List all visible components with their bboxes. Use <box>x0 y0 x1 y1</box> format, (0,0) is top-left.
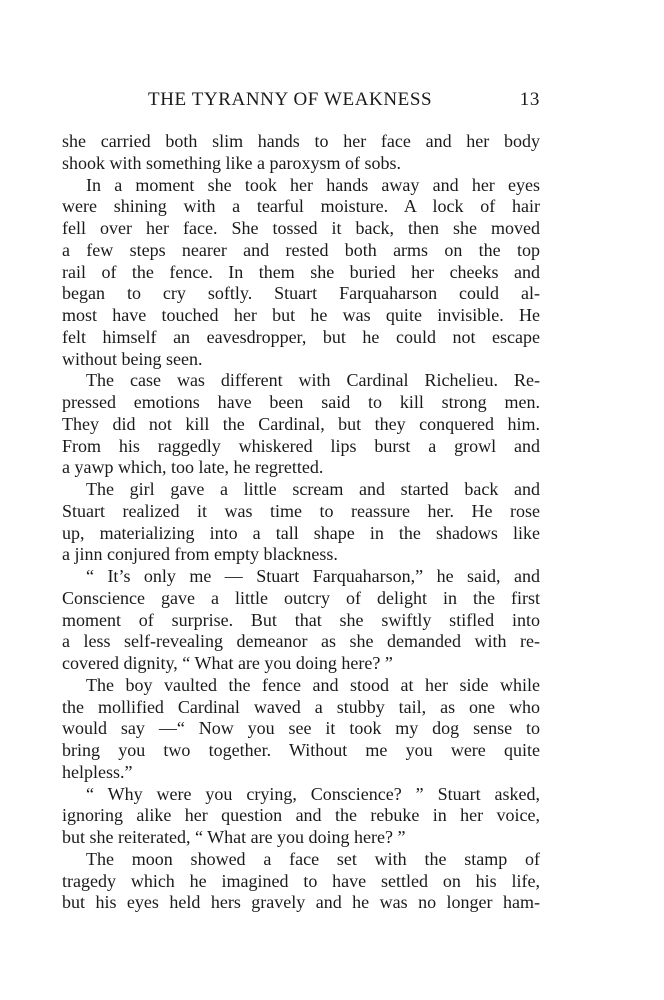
text-line: a jinn conjured from empty blackness. <box>62 544 338 565</box>
text-line: In a moment she took her hands away and her eyes <box>86 174 540 195</box>
text-line: They did not kill the Cardinal, but they conquered him. <box>62 413 540 434</box>
text-line: but his eyes held hers gravely and he was no longer ham- <box>62 892 540 913</box>
page-number: 13 <box>519 89 540 110</box>
text-line: tragedy which he imagined to have settled on his life, <box>62 870 540 891</box>
body-text <box>62 131 540 914</box>
text-line: felt himself an eavesdropper, but he could not escape <box>62 326 540 347</box>
text-line: Conscience gave a little outcry of delight in the first <box>62 587 540 608</box>
text-line: The boy vaulted the fence and stood at her side while <box>86 674 540 695</box>
text-line: covered dignity, “ What are you doing here? ” <box>62 653 393 673</box>
text-line: pressed emotions have been said to kill strong men. <box>62 392 540 412</box>
text-line: The moon showed a face set with the stamp of <box>86 848 540 869</box>
text-line: rail of the fence. In them she buried her cheeks and <box>62 261 540 282</box>
text-line: helpless.” <box>62 761 133 782</box>
text-line: she carried both slim hands to her face and her body <box>62 131 540 151</box>
text-line: up, materializing into a tall shape in the shadows like <box>62 522 540 543</box>
text-line: the mollified Cardinal waved a stubby tail, as one who <box>62 696 540 717</box>
text-line: began to cry softly. Stuart Farquaharson could al- <box>62 283 540 304</box>
text-line: a few steps nearer and rested both arms on the top <box>62 239 540 260</box>
text-line: ignoring alike her question and the rebuke in her voice, <box>62 805 540 826</box>
text-line: The case was different with Cardinal Richelieu. Re- <box>86 370 540 391</box>
text-line: Stuart realized it was time to reassure her. He rose <box>62 500 540 521</box>
text-line: a less self-revealing demeanor as she demanded with re- <box>62 631 540 652</box>
running-title: THE TYRANNY OF WEAKNESS <box>148 89 433 110</box>
text-line: The girl gave a little scream and started back and <box>86 479 540 499</box>
text-line: most have touched her but he was quite invisible. He <box>62 305 540 325</box>
text-line: were shining with a tearful moisture. A lock of hair <box>62 196 540 217</box>
text-line: shook with something like a paroxysm of sobs. <box>62 152 401 173</box>
text-line: “ It’s only me — Stuart Farquaharson,” he said, and <box>86 566 540 586</box>
text-line: without being seen. <box>62 348 203 369</box>
text-line: a yawp which, too late, he regretted. <box>62 457 324 478</box>
text-line: moment of surprise. But that she swiftly stifled into <box>62 609 540 630</box>
text-line: bring you two together. Without me you were quite <box>62 740 540 760</box>
text-line: but she reiterated, “ What are you doing here? ” <box>62 827 406 847</box>
text-line: fell over her face. She tossed it back, then she moved <box>62 218 540 238</box>
running-head <box>62 89 540 111</box>
text-line: “ Why were you crying, Conscience? ” Stuart asked, <box>86 783 540 804</box>
text-line: From his raggedly whiskered lips burst a growl and <box>62 435 540 456</box>
text-line: would say —“ Now you see it took my dog sense to <box>62 718 540 739</box>
